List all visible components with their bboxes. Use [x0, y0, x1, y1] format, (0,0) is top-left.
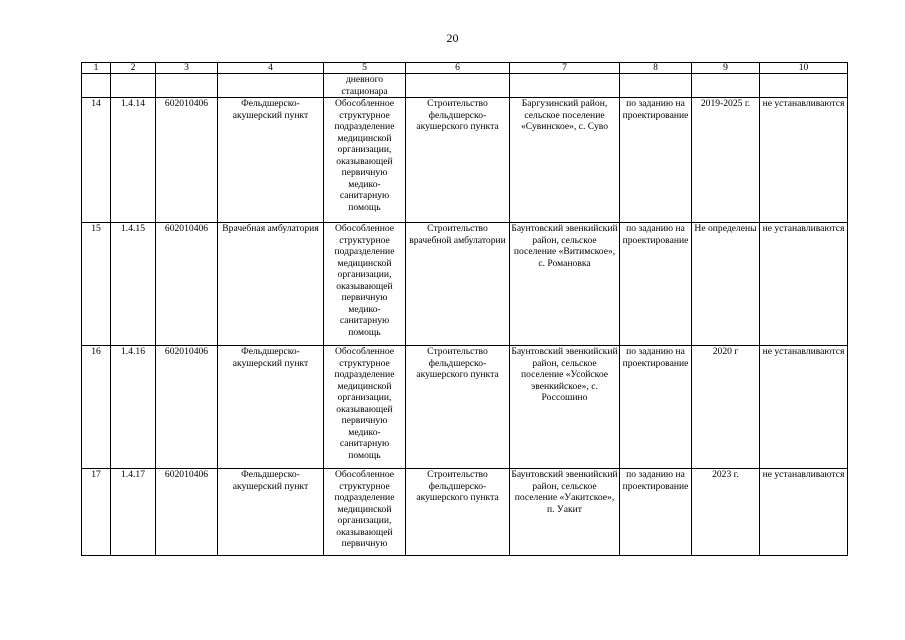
object-purpose: Строительство фельдшерско-акушерского пункта — [406, 469, 510, 556]
object-purpose: Строительство врачебной амбулатории — [406, 223, 510, 346]
object-description: Обособленное структурное подразделение медицинской организации, оказывающей первичную медико-санитарную помощь — [324, 98, 406, 223]
table-row — [82, 98, 848, 223]
item-code: 1.4.15 — [111, 223, 156, 346]
object-period: 2023 г. — [692, 469, 760, 556]
item-code: 1.4.17 — [111, 469, 156, 556]
object-capacity: по заданию на проектирование — [620, 223, 692, 346]
header-cell: 5 — [324, 63, 406, 74]
header-cell: 4 — [218, 63, 324, 74]
object-type: Фельдшерско-акушерский пункт — [218, 469, 324, 556]
table-cell — [406, 74, 510, 98]
header-cell: 9 — [692, 63, 760, 74]
object-purpose: Строительство фельдшерско-акушерского пункта — [406, 346, 510, 469]
table-row — [82, 223, 848, 346]
table-cell — [82, 74, 111, 98]
object-capacity: по заданию на проектирование — [620, 346, 692, 469]
header-cell: 7 — [510, 63, 620, 74]
object-zones: не устанавливаются — [760, 98, 848, 223]
object-type: Фельдшерско-акушерский пункт — [218, 98, 324, 223]
item-code: 1.4.16 — [111, 346, 156, 469]
table-cell — [156, 74, 218, 98]
table-cell — [218, 74, 324, 98]
header-cell: 2 — [111, 63, 156, 74]
page-number: 20 — [446, 31, 459, 45]
object-description: Обособленное структурное подразделение медицинской организации, оказывающей первичную медико-санитарную помощь — [324, 223, 406, 346]
object-purpose: Строительство фельдшерско-акушерского пункта — [406, 98, 510, 223]
table-cell: дневного стационара — [324, 74, 406, 98]
object-description: Обособленное структурное подразделение медицинской организации, оказывающей первичную — [324, 469, 406, 556]
object-zones: не устанавливаются — [760, 223, 848, 346]
object-type: Фельдшерско-акушерский пункт — [218, 346, 324, 469]
object-location: Баунтовский эвенкийский район, сельское поселение «Уакитское», п. Уакит — [510, 469, 620, 556]
table-row — [82, 469, 848, 556]
object-period: Не определены — [692, 223, 760, 346]
row-number: 14 — [82, 98, 111, 223]
object-period: 2019-2025 г. — [692, 98, 760, 223]
header-row — [82, 63, 848, 74]
header-cell: 1 — [82, 63, 111, 74]
table-cell — [111, 74, 156, 98]
continuation-row — [82, 74, 848, 98]
object-zones: не устанавливаются — [760, 469, 848, 556]
object-code: 602010406 — [156, 223, 218, 346]
object-description: Обособленное структурное подразделение медицинской организации, оказывающей первичную медико-санитарную помощь — [324, 346, 406, 469]
object-location: Баргузинский район, сельское поселение «Сувинское», с. Суво — [510, 98, 620, 223]
row-number: 17 — [82, 469, 111, 556]
object-code: 602010406 — [156, 346, 218, 469]
object-location: Баунтовский эвенкийский район, сельское поселение «Витимское», с. Романовка — [510, 223, 620, 346]
header-cell: 6 — [406, 63, 510, 74]
object-type: Врачебная амбулатория — [218, 223, 324, 346]
table-cell — [510, 74, 620, 98]
table-cell — [692, 74, 760, 98]
object-code: 602010406 — [156, 469, 218, 556]
table-row — [82, 346, 848, 469]
row-number: 15 — [82, 223, 111, 346]
row-number: 16 — [82, 346, 111, 469]
table-cell — [760, 74, 848, 98]
object-capacity: по заданию на проектирование — [620, 98, 692, 223]
object-location: Баунтовский эвенкийский район, сельское поселение «Усойское эвенкийское», с. Россошино — [510, 346, 620, 469]
item-code: 1.4.14 — [111, 98, 156, 223]
object-capacity: по заданию на проектирование — [620, 469, 692, 556]
object-zones: не устанавливаются — [760, 346, 848, 469]
object-period: 2020 г — [692, 346, 760, 469]
header-cell: 10 — [760, 63, 848, 74]
objects-table — [81, 62, 848, 556]
object-code: 602010406 — [156, 98, 218, 223]
table-cell — [620, 74, 692, 98]
header-cell: 8 — [620, 63, 692, 74]
header-cell: 3 — [156, 63, 218, 74]
